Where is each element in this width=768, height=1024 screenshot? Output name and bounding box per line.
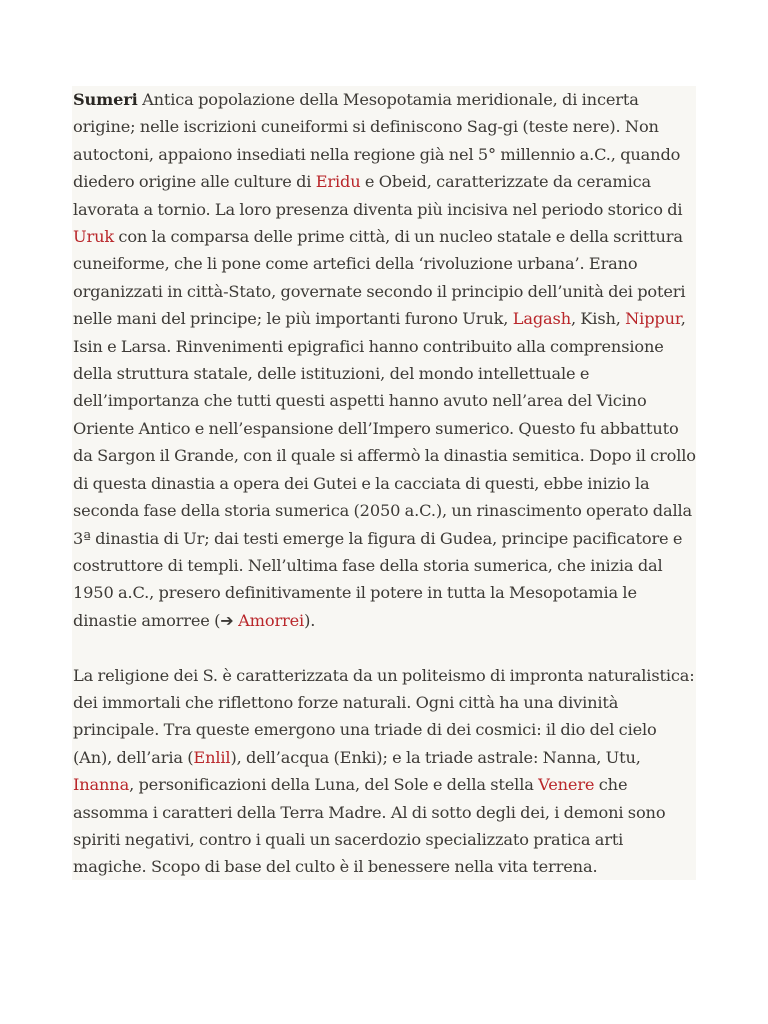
link-uruk[interactable]: Uruk <box>73 227 115 247</box>
text-segment: ). <box>304 610 316 630</box>
text-segment: che assomma i caratteri della Terra Madre. Al di sotto degli dei, i demoni sono spiriti negativi, contro i quali un sacerdozio specializzato pratica arti magiche. Scopo di base del culto è il benessere nella vita terrena. <box>73 775 666 877</box>
text-segment: e Obeid, caratterizzate da ceramica lavorata a tornio. La loro presenza diventa più incisiva nel periodo storico di <box>73 172 683 219</box>
link-amorrei[interactable]: Amorrei <box>238 610 305 630</box>
text-segment: ), dell’acqua (Enki); e la triade astrale: Nanna, Utu, <box>230 747 641 767</box>
text-segment: con la comparsa delle prime città, di un nucleo statale e della scrittura cuneiforme, che li pone come artefici della ‘rivoluzione urbana’. Erano organizzati in città-Stato, governate secondo il principio dell’unità dei poteri nelle mani del principe; le più importanti furono Uruk, <box>73 227 686 329</box>
entry-title: Sumeri <box>73 90 138 109</box>
encyclopedia-entry <box>72 86 696 880</box>
text-segment: Antica popolazione della Mesopotamia meridionale, di incerta origine; nelle iscrizioni cuneiformi si definiscono Sag-gi (teste nere). Non autoctoni, appaiono insediati nella regione già nel 5° millennio a.C., quando diedero origine alle culture di <box>73 90 681 192</box>
paragraph-history <box>73 86 696 634</box>
text-segment: , Kish, <box>570 309 626 329</box>
text-segment: , Isin e Larsa. Rinvenimenti epigrafici hanno contribuito alla comprensione della struttura statale, delle istituzioni, del mondo intellettuale e dell’importanza che tutti questi aspetti hanno avuto nell’area del Vicino Oriente Antico e nell’espansione dell’Impero sumerico. Questo fu abbattuto da Sargon il Grande, con il quale si affermò la dinastia semitica. Dopo il crollo di questa dinastia a opera dei Gutei e la cacciata di questi, ebbe inizio la seconda fase della storia sumerica (2050 a.C.), un rinascimento operato dalla 3ª dinastia di Ur; dai testi emerge la figura di Gudea, principe pacificatore e costruttore di templi. Nell’ultima fase della storia sumerica, che inizia dal 1950 a.C., presero definitivamente il potere in tutta la Mesopotamia le dinastie amorree ( <box>73 309 696 630</box>
link-enlil[interactable]: Enlil <box>193 747 231 767</box>
paragraph-religion <box>73 662 696 881</box>
link-lagash[interactable]: Lagash <box>512 309 571 329</box>
link-nippur[interactable]: Nippur <box>625 309 681 329</box>
arrow-right-icon: ➔ <box>220 610 234 630</box>
link-eridu[interactable]: Eridu <box>315 172 361 192</box>
text-segment: La religione dei S. è caratterizzata da un politeismo di impronta naturalistica: dei immortali che riflettono forze naturali. Ogni città ha una divinità principale. Tra queste emergono una triade di dei cosmici: il dio del cielo (An), dell’aria ( <box>73 665 695 767</box>
link-inanna[interactable]: Inanna <box>73 775 130 795</box>
link-venere[interactable]: Venere <box>538 775 595 795</box>
text-segment: , personificazioni della Luna, del Sole e della stella <box>129 775 539 795</box>
